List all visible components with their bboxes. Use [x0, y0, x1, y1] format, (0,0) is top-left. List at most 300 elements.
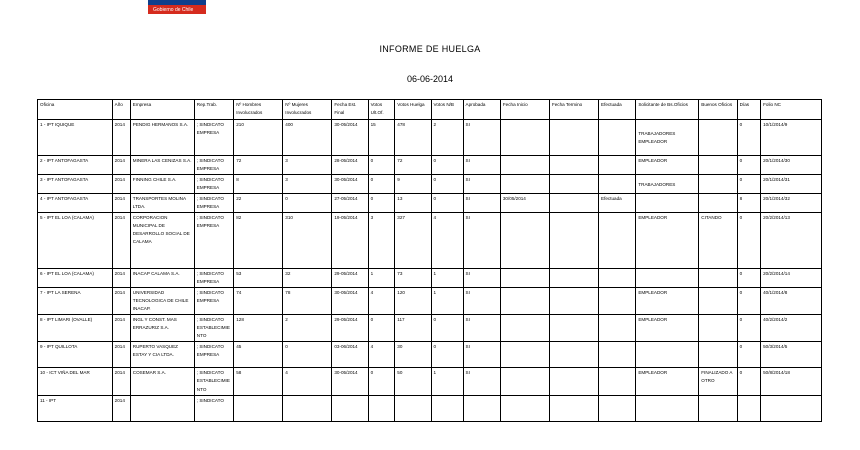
cell-text: 29-05/2014 [334, 317, 358, 323]
cell-text: EMPLEADOR [638, 158, 668, 163]
cell-empresa [130, 269, 194, 288]
cell-dias [737, 120, 760, 156]
cell-votos-huelga [395, 269, 431, 288]
column-header: Folio NC [761, 100, 822, 120]
cell-aprobada [463, 120, 500, 156]
cell-mujeres [283, 194, 332, 213]
cell-text: ; SINDICATO EMPRESA [196, 177, 224, 191]
cell-mujeres [283, 368, 332, 395]
column-header: Aprobada [463, 100, 500, 120]
cell-text: 30 [397, 344, 403, 350]
cell-text: SI [465, 317, 470, 323]
cell-text: 0 [739, 344, 743, 350]
cell-dias [737, 156, 760, 175]
cell-text: SI [465, 370, 470, 376]
cell-anio [112, 213, 130, 269]
cell-text: 50/3/2014/5 [763, 344, 788, 350]
table-body [38, 120, 822, 422]
cell-empresa [130, 368, 194, 395]
cell-hombres [234, 213, 283, 269]
cell-text: 117 [397, 317, 405, 323]
cell-dias [737, 315, 760, 342]
cell-fecha-termino [549, 194, 598, 213]
cell-hombres [234, 288, 283, 315]
cell-text: 120 [397, 290, 405, 296]
column-header: Oficina [38, 100, 113, 120]
cell-mujeres [283, 315, 332, 342]
cell-solicitante [636, 315, 699, 342]
table-row [38, 315, 822, 342]
cell-text: 7 - IPT LA SERENA [40, 290, 81, 296]
cell-dias [737, 368, 760, 395]
cell-fecha-final [332, 315, 368, 342]
cell-fecha-final [332, 213, 368, 269]
column-header: Rep.Trab. [194, 100, 233, 120]
cell-oficina [38, 156, 113, 175]
cell-fecha-termino [549, 213, 598, 269]
cell-oficina [38, 288, 113, 315]
cell-empresa [130, 156, 194, 175]
cell-text: 2014 [114, 271, 125, 277]
cell-aprobada [463, 213, 500, 269]
cell-empresa [130, 342, 194, 368]
cell-efectuada [599, 315, 636, 342]
cell-text: 20/1/2014/32 [763, 196, 790, 202]
table-row [38, 213, 822, 269]
cell-efectuada [599, 175, 636, 194]
cell-text: SI [465, 196, 470, 202]
cell-text: 4 [370, 290, 374, 296]
cell-text: SI [465, 290, 470, 296]
cell-folio [761, 120, 822, 156]
cell-fecha-final [332, 342, 368, 368]
cell-rep [194, 288, 233, 315]
cell-text: 8 - IPT LIMARI (OVALLE) [40, 317, 93, 323]
cell-efectuada [599, 120, 636, 156]
cell-text: 82 [236, 215, 242, 221]
cell-votos-ult [368, 213, 395, 269]
cell-text: 4 [433, 215, 437, 221]
cell-fecha-termino [549, 315, 598, 342]
cell-dias [737, 395, 760, 421]
cell-rep [194, 213, 233, 269]
cell-fecha-inicio [500, 194, 549, 213]
cell-votos-ult [368, 194, 395, 213]
cell-text: 1 - IPT IQUIQUE [40, 122, 75, 127]
cell-text: ; SINDICATO [196, 397, 224, 403]
cell-text: 74 [236, 290, 242, 296]
cell-text: TRANSPORTES MOLINA LTDA. [132, 196, 186, 210]
cell-text: 2014 [114, 196, 125, 202]
cell-text: ; SINDICATO ESTABLECIMIENTO [196, 317, 230, 339]
cell-empresa [130, 213, 194, 269]
cell-text: 50 [397, 370, 403, 376]
cell-text: SI [465, 122, 470, 127]
logo-text: Gobierno de Chile [153, 7, 194, 13]
cell-mujeres [283, 213, 332, 269]
cell-text: 2014 [114, 158, 125, 163]
cell-votos-huelga [395, 194, 431, 213]
cell-text: SI [465, 344, 470, 350]
cell-mujeres [283, 342, 332, 368]
column-header: Solicitante de Bs.Oficios [636, 100, 699, 120]
cell-aprobada [463, 288, 500, 315]
cell-votos-huelga [395, 395, 431, 421]
cell-fecha-termino [549, 175, 598, 194]
cell-fecha-termino [549, 368, 598, 395]
cell-text: 32 [285, 271, 291, 277]
cell-text: 78 [285, 290, 291, 296]
cell-votos-ult [368, 288, 395, 315]
cell-text: 53 [236, 271, 242, 277]
table-row [38, 269, 822, 288]
cell-text: 29-05/2014 [334, 271, 358, 277]
cell-text: 5 - IPT EL LOA (CALAMA) [40, 215, 94, 221]
cell-text: 03-06/2014 [334, 344, 358, 350]
cell-hombres [234, 368, 283, 395]
cell-text: 10/1/2014/9 [763, 122, 788, 127]
table-row [38, 342, 822, 368]
column-header: Fecha Est. Final [332, 100, 368, 120]
column-header: Efectuada [599, 100, 636, 120]
cell-votos-huelga [395, 156, 431, 175]
cell-votos-ult [368, 120, 395, 156]
cell-text: 4 [285, 370, 288, 376]
cell-text: 0 [433, 177, 437, 183]
cell-mujeres [283, 156, 332, 175]
cell-text: EMPLEADOR [638, 215, 668, 221]
cell-fecha-final [332, 120, 368, 156]
cell-text: EMPLEADOR [638, 370, 668, 376]
cell-buenos-oficios [699, 156, 737, 175]
cell-text: SI [465, 158, 470, 163]
cell-text: ; SINDICATO EMPRESA [196, 290, 224, 304]
cell-text: 20/2/2014/13 [763, 215, 790, 221]
cell-text: 0 [739, 177, 743, 183]
cell-rep [194, 175, 233, 194]
cell-text: 58 [236, 370, 242, 376]
cell-empresa [130, 194, 194, 213]
cell-solicitante [636, 120, 699, 156]
cell-oficina [38, 395, 113, 421]
cell-buenos-oficios [699, 175, 737, 194]
report-title: INFORME DE HUELGA [379, 44, 481, 54]
cell-text: 2014 [114, 177, 125, 183]
cell-text: INACAP CALAMA S.A. [132, 271, 180, 277]
cell-text: ; SINDICATO EMPRESA [196, 344, 224, 358]
cell-oficina [38, 269, 113, 288]
cell-text: 3 [285, 158, 288, 163]
cell-aprobada [463, 156, 500, 175]
cell-text: 0 [370, 177, 374, 183]
cell-text: 30-05/2014 [334, 370, 358, 376]
cell-text: 2014 [114, 317, 125, 323]
cell-empresa [130, 315, 194, 342]
cell-text: 11 - IPT [40, 397, 56, 403]
cell-text: 2014 [114, 122, 125, 127]
cell-oficina [38, 120, 113, 156]
cell-votos-huelga [395, 342, 431, 368]
cell-text: 45 [236, 344, 242, 350]
cell-fecha-inicio [500, 213, 549, 269]
table-row [38, 395, 822, 421]
cell-oficina [38, 213, 113, 269]
cell-buenos-oficios [699, 269, 737, 288]
cell-text: 0 [739, 158, 743, 163]
cell-fecha-final [332, 194, 368, 213]
cell-oficina [38, 368, 113, 395]
cell-text: 0 [739, 317, 743, 323]
cell-buenos-oficios [699, 368, 737, 395]
cell-aprobada [463, 194, 500, 213]
cell-votos-ult [368, 315, 395, 342]
cell-folio [761, 175, 822, 194]
cell-text: 10 - ICT VIÑA DEL MAR [40, 370, 90, 376]
cell-text: 4 - IPT ANTOFAGASTA [40, 196, 89, 202]
cell-text: 72 [236, 158, 242, 163]
cell-dias [737, 213, 760, 269]
cell-fecha-final [332, 395, 368, 421]
cell-text: EMPLEADOR [638, 317, 668, 323]
cell-buenos-oficios [699, 194, 737, 213]
cell-folio [761, 368, 822, 395]
cell-text: 30-05/2014 [334, 177, 358, 183]
cell-dias [737, 288, 760, 315]
table-row [38, 156, 822, 175]
cell-text: 50/8/2014/18 [763, 370, 790, 376]
column-header: Votos Ult.Of. [368, 100, 395, 120]
cell-text: CORPORACION MUNICIPAL DE DESARROLLO SOCIAL DE CALAMA [132, 215, 190, 245]
cell-mujeres [283, 288, 332, 315]
cell-efectuada [599, 269, 636, 288]
cell-fecha-termino [549, 156, 598, 175]
cell-text: 9 - IPT QUILLOTA [40, 344, 78, 350]
report-date: 06-06-2014 [406, 74, 454, 84]
cell-solicitante [636, 395, 699, 421]
cell-text: 2014 [114, 397, 125, 403]
cell-text: 13 [397, 196, 403, 202]
cell-efectuada [599, 368, 636, 395]
cell-aprobada [463, 315, 500, 342]
cell-aprobada [463, 269, 500, 288]
cell-dias [737, 175, 760, 194]
cell-text: 0 [370, 317, 374, 323]
cell-folio [761, 342, 822, 368]
cell-text: 20/1/2014/30 [763, 158, 790, 163]
cell-text: 0 [285, 344, 288, 350]
cell-rep [194, 269, 233, 288]
cell-folio [761, 288, 822, 315]
cell-fecha-inicio [500, 269, 549, 288]
cell-votos-ult [368, 395, 395, 421]
cell-dias [737, 342, 760, 368]
cell-folio [761, 213, 822, 269]
column-header: Votos N/B [431, 100, 463, 120]
column-header: Año [112, 100, 130, 120]
column-header: Fecha Termino [549, 100, 598, 120]
cell-oficina [38, 175, 113, 194]
column-header: Nº Hombres Involucrados [234, 100, 283, 120]
cell-solicitante [636, 175, 699, 194]
cell-efectuada [599, 342, 636, 368]
cell-empresa [130, 175, 194, 194]
cell-text: 73 [397, 271, 403, 277]
cell-text: 3 [285, 177, 288, 183]
cell-text: 400 [285, 122, 293, 127]
cell-votos-nb [431, 156, 463, 175]
cell-text: Efectuada [601, 196, 622, 202]
cell-fecha-termino [549, 269, 598, 288]
cell-mujeres [283, 120, 332, 156]
cell-text: COSEMAR S.A. [132, 370, 166, 376]
cell-solicitante [636, 368, 699, 395]
cell-votos-ult [368, 342, 395, 368]
cell-folio [761, 315, 822, 342]
cell-fecha-final [332, 368, 368, 395]
cell-dias [737, 269, 760, 288]
cell-text: 22 [236, 196, 242, 202]
cell-buenos-oficios [699, 120, 737, 156]
table-row [38, 175, 822, 194]
cell-text: 40/1/2014/8 [763, 290, 788, 296]
cell-anio [112, 288, 130, 315]
cell-text: 8 [739, 196, 743, 202]
cell-rep [194, 194, 233, 213]
cell-efectuada [599, 156, 636, 175]
cell-text: 0 [739, 290, 743, 296]
cell-fecha-inicio [500, 120, 549, 156]
cell-text: EMPLEADOR [638, 290, 668, 296]
cell-text: 0 [433, 317, 437, 323]
cell-votos-nb [431, 315, 463, 342]
cell-hombres [234, 175, 283, 194]
cell-hombres [234, 269, 283, 288]
cell-text: 2 [433, 122, 437, 127]
cell-rep [194, 315, 233, 342]
cell-solicitante [636, 288, 699, 315]
cell-text: 0 [739, 215, 743, 221]
cell-text: 0 [370, 370, 374, 376]
cell-votos-nb [431, 213, 463, 269]
cell-text: 478 [397, 122, 405, 127]
cell-text: 6 - IPT EL LOA (CALAMA) [40, 271, 94, 277]
cell-text: 15 [370, 122, 376, 127]
cell-fecha-termino [549, 288, 598, 315]
cell-buenos-oficios [699, 213, 737, 269]
cell-solicitante [636, 156, 699, 175]
cell-fecha-termino [549, 342, 598, 368]
cell-hombres [234, 156, 283, 175]
column-header: Fecha Inicio [500, 100, 549, 120]
cell-anio [112, 269, 130, 288]
cell-votos-ult [368, 156, 395, 175]
cell-text: ; SINDICATO EMPRESA [196, 215, 224, 229]
cell-text: 0 [433, 158, 437, 163]
cell-text: RUPERTO VASQUEZ ESTAY Y CIA LTDA. [132, 344, 178, 358]
cell-text: ; SINDICATO EMPRESA [196, 271, 224, 285]
cell-text: 0 [370, 196, 374, 202]
cell-text: 2014 [114, 215, 125, 221]
cell-mujeres [283, 269, 332, 288]
cell-text: FINNING CHILE S.A. [132, 177, 177, 183]
cell-votos-huelga [395, 175, 431, 194]
table-row [38, 368, 822, 395]
cell-votos-huelga [395, 120, 431, 156]
cell-efectuada [599, 288, 636, 315]
cell-votos-nb [431, 395, 463, 421]
cell-hombres [234, 120, 283, 156]
cell-folio [761, 194, 822, 213]
cell-solicitante [636, 342, 699, 368]
cell-text: 2014 [114, 290, 125, 296]
cell-aprobada [463, 175, 500, 194]
cell-anio [112, 342, 130, 368]
cell-text: 4 [370, 344, 374, 350]
cell-aprobada [463, 342, 500, 368]
cell-text: 1 [433, 290, 437, 296]
cell-text: 2 - IPT ANTOFAGASTA [40, 158, 89, 163]
cell-votos-huelga [395, 368, 431, 395]
cell-empresa [130, 288, 194, 315]
cell-votos-nb [431, 342, 463, 368]
cell-text: 327 [397, 215, 405, 221]
cell-anio [112, 315, 130, 342]
cell-buenos-oficios [699, 395, 737, 421]
cell-hombres [234, 315, 283, 342]
cell-efectuada [599, 194, 636, 213]
cell-folio [761, 395, 822, 421]
cell-anio [112, 395, 130, 421]
cell-solicitante [636, 213, 699, 269]
cell-text: 9 [397, 177, 400, 183]
table-row [38, 288, 822, 315]
cell-text: 1 [433, 370, 437, 376]
cell-votos-nb [431, 368, 463, 395]
cell-anio [112, 175, 130, 194]
column-header: Nº Mujeres Involucrados [283, 100, 332, 120]
cell-buenos-oficios [699, 315, 737, 342]
cell-text: 30-05/2014 [334, 290, 358, 296]
cell-text: 2014 [114, 344, 125, 350]
cell-votos-ult [368, 175, 395, 194]
cell-folio [761, 156, 822, 175]
cell-text: 19-05/2014 [334, 215, 358, 221]
column-header: Días [737, 100, 760, 120]
cell-votos-huelga [395, 288, 431, 315]
cell-text: ; SINDICATO EMPRESA [196, 196, 224, 210]
cell-text: 3 [370, 215, 374, 221]
cell-fecha-inicio [500, 368, 549, 395]
cell-text: 0 [739, 370, 743, 376]
cell-text: 0 [370, 158, 374, 163]
cell-anio [112, 194, 130, 213]
cell-text: 40/2/2014/2 [763, 317, 788, 323]
cell-oficina [38, 315, 113, 342]
cell-fecha-inicio [500, 288, 549, 315]
cell-text: PENDIG HERMANOS S.A. [132, 122, 189, 127]
cell-hombres [234, 342, 283, 368]
cell-fecha-final [332, 156, 368, 175]
strike-report-table [37, 99, 822, 422]
cell-folio [761, 269, 822, 288]
cell-text: 0 [739, 271, 743, 277]
cell-text: 72 [397, 158, 403, 163]
cell-text: FINALIZADO A OTRO [701, 370, 733, 384]
cell-fecha-final [332, 269, 368, 288]
cell-anio [112, 156, 130, 175]
cell-anio [112, 120, 130, 156]
cell-text: 20/2/2014/14 [763, 271, 790, 277]
